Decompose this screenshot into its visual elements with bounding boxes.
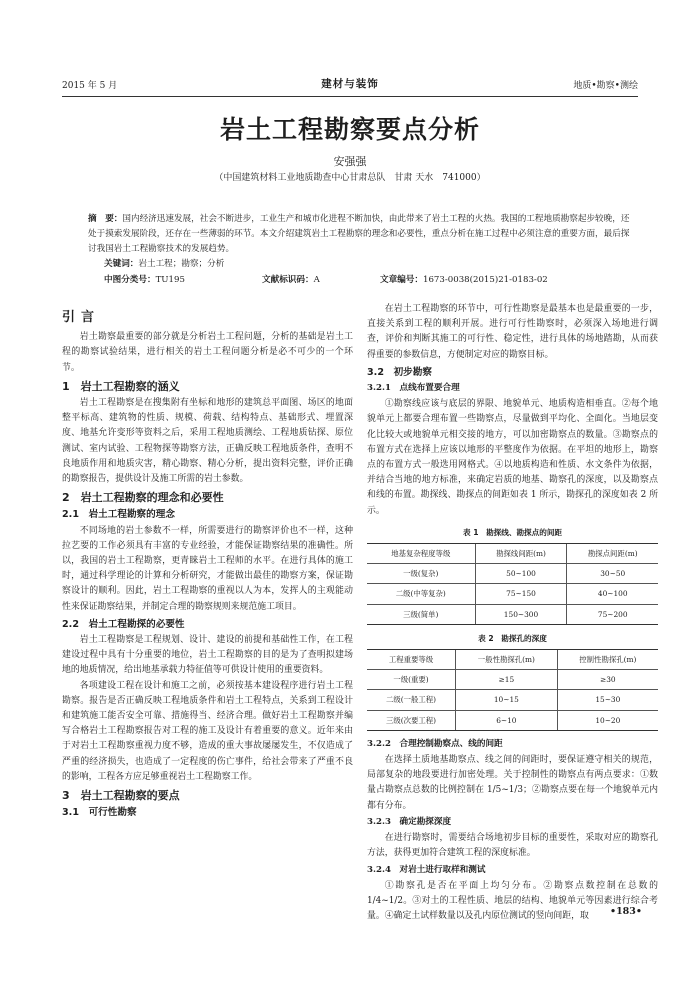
table-2-header-cell: 一般性勘探孔(m)	[456, 650, 558, 670]
table-cell: 一级(复杂)	[367, 564, 475, 584]
table-row	[367, 604, 658, 624]
table-row	[367, 710, 658, 730]
header-journal-name: 建材与装饰	[321, 78, 379, 90]
intro-heading: 引言	[62, 310, 101, 325]
page-number: •183•	[610, 906, 642, 917]
section-2-2-heading: 2.2 岩土工程勘探的必要性	[62, 618, 185, 630]
section-2-1-paragraph: 不同场地的岩土参数不一样，所需要进行的勘察评价也不一样，这种拉艺要的工作必须具有丰富的专业经验，才能保证勘察结果的准确性。所以，我国的岩土工程勘察，更青睐岩土工程师的水平。在进行具体的施工时，通过科学理论的计算和分析研究，才能做出最佳的勘察方案，保证勘察设计的顺利。因此，岩土工程勘察的重视以人为本，发挥人的主观能动性来保证勘察结果，并制定合理的勘察规则来规范施工项目。	[62, 525, 353, 612]
art-label: 文章编号：	[380, 275, 423, 285]
abstract-label: 摘 要：	[88, 214, 123, 224]
table-2-caption: 表 2 勘探孔的深度	[478, 633, 547, 643]
table-1-header-cell: 勘探线间距(m)	[475, 544, 567, 564]
article-number	[380, 273, 548, 285]
section-1-paragraph: 岩土工程勘察是在搜集附有坐标和地形的建筑总平面图、场区的地面整平标高、建筑物的性质、规模、荷载、结构特点、基础形式、埋置深度、地基允许变形等资料之后，采用工程地质测绘、工程地质钻探、原位测试、室内试验、工程物探等勘察方法，正确反映工程地质条件，查明不良地质作用和地质灾害，精心勘察、精心分析，提出资料完整，评价正确的勘察报告，提供设计及施工所需的岩土参数。	[62, 398, 353, 485]
section-3-2-1-heading: 3.2.1 点线布置要合理	[367, 383, 460, 394]
table-row	[367, 564, 658, 584]
table-1-caption: 表 1 勘探线、勘探点的间距	[462, 527, 563, 537]
art-value: 1673-0038(2015)21-0183-02	[422, 275, 548, 285]
header-section: 地质•勘察•测绘	[573, 81, 638, 91]
section-3-2-3-paragraph: 在进行勘察时，需要结合场地初步目标的重要性，采取对应的勘察孔方法，获得更加符合建筑工程的深度标准。	[367, 833, 658, 859]
table-1-header-cell: 地基复杂程度等级	[367, 544, 475, 564]
table-cell: 二级(一般工程)	[367, 690, 456, 710]
table-cell: ≥15	[456, 670, 558, 690]
table-row	[367, 670, 658, 690]
table-cell: 6~10	[456, 710, 558, 730]
keywords-label: 关键词：	[104, 259, 139, 269]
table-cell: 50~100	[475, 564, 567, 584]
table-cell: 30~50	[567, 564, 658, 584]
table-2-header-row	[367, 650, 658, 670]
table-2-header-cell: 控制性勘探孔(m)	[557, 650, 658, 670]
section-3-2-1-paragraph: ①勘察线应该与底层的界限、地貌单元、地质构造相垂直。②每个地貌单元上都要合理布置一些勘察点，尽量做到平均化、全面化。当地层变化比较大或地貌单元相交接的地方，可以加密勘察点的数量。③勘察点的布置方式在选择上应该以地形的平整度作为依据。在平坦的地形上，勘察点的布置方式一般选用网格式。④以地质构造和性质、水文条件为依据，并结合当地的地方标准，来确定岩质的地基、勘察孔的深度，以及勘察点和线的布置。勘探线、勘探点的间距如表 1 所示，勘探孔的深度如表 2 所示。	[367, 399, 658, 516]
author-name: 安强强	[333, 155, 367, 168]
intro-paragraph: 岩土勘察最重要的部分就是分析岩土工程问题，分析的基础是岩土工程的勘察试验结果，进行相关的岩土工程问题分析是必不可少的一个环节。	[62, 332, 353, 373]
section-2-2-paragraph-2: 各项建设工程在设计和施工之前，必须按基本建设程序进行岩土工程勘察。报告是否正确反映工程地质条件和岩土工程特点，关系到工程设计和建筑施工能否安全可靠、措施得当、经济合理。做好岩土工程勘察并编写合格岩土工程勘察报告对工程的施工及设计有着重要的意义。近年来由于对岩土工程勘察重视力度不够，造成的重大事故屡屡发生，不仅造成了严重的经济损失，也造成了一定程度的伤亡事件，给社会带来了严重不良的影响，工程各方应足够重视岩土工程勘察工作。	[62, 680, 353, 782]
section-3-2-2-heading: 3.2.2 合理控制勘察点、线的间距	[367, 738, 503, 749]
running-header	[62, 74, 638, 94]
author-affiliation: （中国建筑材料工业地质勘查中心甘肃总队 甘肃 天水 741000）	[214, 173, 486, 183]
table-cell: 10~15	[456, 690, 558, 710]
table-cell: 15~30	[557, 690, 658, 710]
table-2-header-cell: 工程重要等级	[367, 650, 456, 670]
abstract	[88, 212, 636, 257]
section-3-2-3-heading: 3.2.3 确定勘探深度	[367, 816, 452, 827]
table-1-header-cell: 勘探点间距(m)	[567, 544, 658, 564]
table-cell: 三级(次要工程)	[367, 710, 456, 730]
table-cell: ≥30	[557, 670, 658, 690]
table-1	[367, 543, 658, 625]
article-title: 岩土工程勘察要点分析	[219, 115, 480, 144]
clc-value: TU195	[155, 275, 185, 285]
section-1-heading: 1 岩土工程勘察的涵义	[62, 379, 180, 393]
table-cell: 75~150	[475, 584, 567, 604]
doc-value: A	[313, 275, 320, 285]
section-3-1-paragraph: 在岩土工程勘察的环节中，可行性勘察是最基本也是最重要的一步，直接关系到工程的顺利开展。进行可行性勘察时，必须深入场地进行调查，评价和判断其施工的可行性、稳定性，进行具体的场地踏勘，从而获得重要的参数信息，方便制定对应的勘察目标。	[367, 304, 658, 360]
table-2	[367, 649, 658, 731]
clc-number	[104, 273, 185, 285]
section-2-heading: 2 岩土工程勘察的理念和必要性	[62, 491, 224, 505]
section-3-1-heading: 3.1 可行性勘察	[62, 807, 137, 819]
table-cell: 40~100	[567, 584, 658, 604]
section-3-2-4-paragraph: ①勘察孔是否在平面上均匀分布。②勘察点数控制在总数的 1/4~1/2。③对土的工程性质、地层的结构、地貌单元等因素进行综合考量。④确定土试样数量以及孔内原位测试的竖向间距，取	[367, 880, 658, 922]
section-3-2-heading: 3.2 初步勘察	[367, 366, 432, 378]
left-column	[62, 306, 353, 822]
doc-label: 文献标识码：	[262, 275, 314, 285]
header-date: 2015 年 5 月	[62, 81, 118, 91]
right-column	[367, 302, 658, 924]
section-3-heading: 3 岩土工程勘察的要点	[62, 789, 180, 803]
table-cell: 三级(简单)	[367, 604, 475, 624]
table-cell: 一级(重要)	[367, 670, 456, 690]
section-3-2-2-paragraph: 在选择土质地基勘察点、线之间的间距时，要保证遵守相关的规范，局部复杂的地段要进行加密处理。关于控制性的勘察点有两点要求：①数量占勘察点总数的比例控制在 1/5~1/3；②勘察点要在每一个地貌单元内都有分布。	[367, 755, 658, 811]
keywords-text: 岩土工程；勘察；分析	[138, 259, 225, 269]
table-row	[367, 690, 658, 710]
table-cell: 10~20	[557, 710, 658, 730]
table-cell: 二级(中等复杂)	[367, 584, 475, 604]
header-rule	[62, 96, 638, 97]
section-2-1-heading: 2.1 岩土工程勘察的理念	[62, 509, 175, 521]
table-1-header-row	[367, 544, 658, 564]
section-3-2-4-heading: 3.2.4 对岩土进行取样和测试	[367, 864, 486, 875]
clc-label: 中图分类号：	[104, 275, 156, 285]
section-2-2-paragraph-1: 岩土工程勘察是工程规划、设计、建设的前提和基础性工作，在工程建设过程中具有十分重要的地位，岩土工程勘察的目的是为了查明拟建场地的地质情况，给出地基承载力特征值等可供设计使用的重要资料。	[62, 635, 353, 676]
table-row	[367, 584, 658, 604]
table-cell: 150~300	[475, 604, 567, 624]
document-code	[262, 273, 320, 285]
abstract-text: 国内经济迅速发展，社会不断进步，工业生产和城市化进程不断加快，由此带来了岩土工程的火热。我国的工程地质勘察起步较晚，还处于摸索发展阶段，还存在一些薄弱的环节。本文介绍建筑岩土工程勘察的理念和必要性，重点分析在施工过程中必须注意的重要方面，最后探讨我国岩土工程勘察技术的发展趋势。	[88, 214, 630, 254]
keywords	[104, 257, 224, 269]
table-cell: 75~200	[567, 604, 658, 624]
